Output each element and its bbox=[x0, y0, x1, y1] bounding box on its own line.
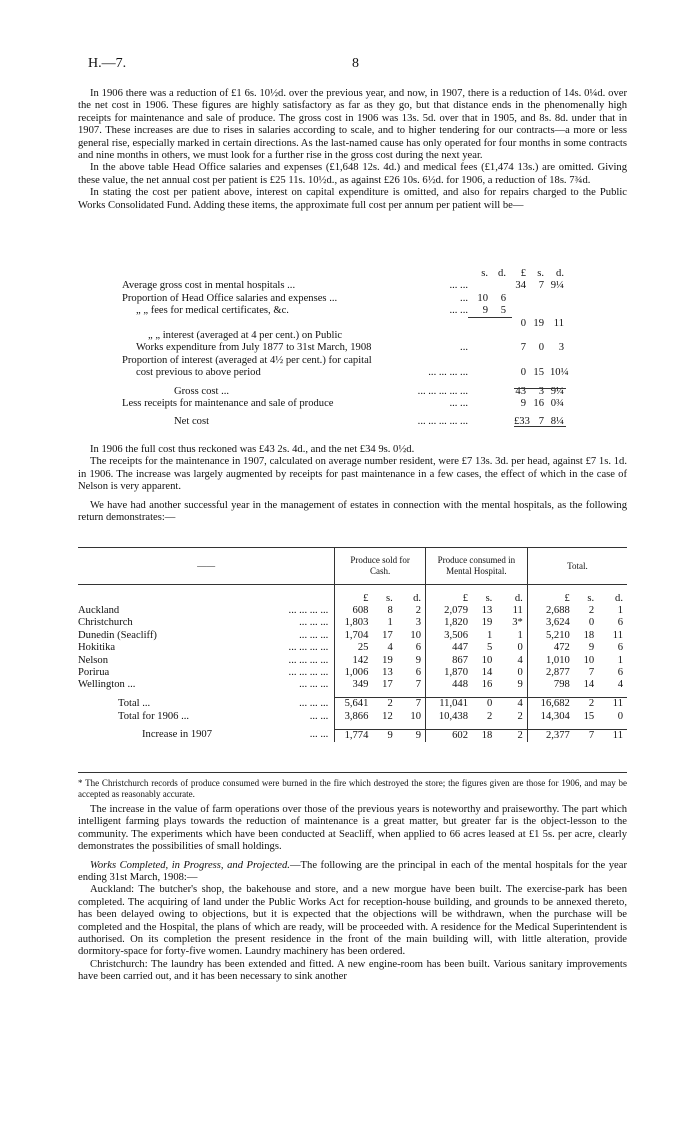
cost-amount: 8¼ bbox=[550, 416, 564, 428]
table-row bbox=[78, 617, 627, 629]
cost-amount: 0 bbox=[538, 342, 544, 354]
col-head: s. bbox=[481, 268, 488, 279]
leader-dots: ... ... ... ... bbox=[288, 666, 329, 678]
unit-label: £ bbox=[363, 592, 369, 604]
amount-cell: 0 bbox=[496, 642, 527, 654]
amount-cell: 1 bbox=[487, 629, 493, 641]
table-row bbox=[78, 711, 627, 723]
sold-header: Produce sold for Cash. bbox=[335, 548, 426, 584]
amount-cell: 16 bbox=[481, 679, 493, 691]
cost-label: „ „ interest (averaged at 4 per cent.) on Public bbox=[148, 329, 343, 341]
amount-cell: 2 bbox=[496, 711, 527, 723]
cost-amount: £33 bbox=[514, 416, 530, 428]
amount-cell: 3* bbox=[496, 617, 527, 629]
cost-amount: 19 bbox=[533, 317, 544, 329]
row-label: Christchurch bbox=[78, 617, 133, 629]
table-bottom-rule bbox=[78, 772, 627, 773]
amount-cell: 0 bbox=[588, 617, 595, 629]
amount-cell: 798 bbox=[553, 679, 570, 691]
amount-cell: 14 bbox=[583, 679, 595, 691]
amount-cell: 7 bbox=[574, 729, 598, 742]
col-head: s. bbox=[537, 268, 544, 279]
amount-cell: 18 bbox=[472, 729, 496, 742]
col-head: £ bbox=[520, 268, 526, 279]
amount-cell: 10 bbox=[583, 654, 595, 666]
amount-cell: 4 bbox=[387, 642, 393, 654]
amount-cell: 602 bbox=[426, 729, 472, 742]
amount-cell: 2 bbox=[487, 710, 493, 722]
paragraph: In the above table Head Office salaries and expenses (£1,648 12s. 4d.) and medical fees (£1,474 13s.) are omitted. Giving these value, the net annual cost per patient is £25 11s. 10½d., as against £26 10s. 6½d. for 1906, a reduction of 18s. 7¾d. bbox=[78, 162, 627, 186]
leader-dots: ... ... ... ... ... bbox=[417, 416, 468, 428]
unit-label: s. bbox=[485, 592, 493, 604]
amount-cell: 5,641 bbox=[335, 698, 373, 711]
paragraph: We have had another successful year in the management of estates in connection with the mental hospitals, as the following return demonstrates:— bbox=[78, 499, 627, 524]
cost-row bbox=[78, 330, 627, 342]
cost-amount: 0 bbox=[520, 367, 526, 379]
paragraph: Auckland: The butcher's shop, the bakehouse and store, and a new morgue have been built. The exercise-park has been completed. The acquiring of land under the Public Works Act for reception-house building, and grounds to be annexed thereto, has been delayed owing to objections, but it is expected that the objections will be withdrawn, when the purchase will be completed and the Hospital, the plans of which are ready, will be proceeded with. A residence for the Medical Superintendent is authorised. On its completion the present residence in the front of the main building will, with little alteration, provide dormitory-space for forty-five women. Laundry machinery has been ordered. bbox=[78, 884, 627, 958]
amount-cell: 6 bbox=[397, 642, 426, 654]
amount-cell: 11,041 bbox=[426, 698, 472, 711]
page-number: 8 bbox=[352, 56, 359, 71]
row-label: Porirua bbox=[78, 666, 110, 678]
table-row bbox=[78, 679, 627, 691]
amount-cell: 0 bbox=[496, 667, 527, 679]
amount-cell: 10 bbox=[397, 630, 426, 642]
amount-cell: 13 bbox=[382, 666, 393, 678]
unit-label: d. bbox=[615, 592, 623, 604]
paragraph: The increase in the value of farm operations over those of the previous years is noteworthy and praiseworthy. The part which intelligent farming plays towards the reduction of maintenance is a great matter, but greater far is the object-lesson to the community. The experiments which have been conducted at Seacliff, when applied to 66 acres leased at £1 5s. per acre, clearly demonstrates the possibilities of small holdings. bbox=[78, 804, 627, 853]
amount-cell: 1,774 bbox=[335, 729, 373, 742]
cost-amount: 0 bbox=[520, 317, 526, 329]
amount-cell: 12 bbox=[382, 710, 393, 722]
document-code: H.—7. bbox=[88, 56, 127, 71]
leader-dots: ... ... ... ... bbox=[288, 642, 329, 654]
cost-amount: 9 bbox=[520, 397, 526, 409]
col-head: d. bbox=[556, 268, 564, 279]
amount-cell: 1,803 bbox=[344, 617, 369, 629]
amount-cell: 1,704 bbox=[344, 629, 369, 641]
unit-label: £ bbox=[462, 592, 468, 604]
leader-dots: ... ... ... ... bbox=[288, 654, 329, 666]
paragraph: In stating the cost per patient above, interest on capital expenditure is omitted, and also for repairs charged to the Public Works Consolidated Fund. Adding these items, the approximate full cost per annum per patient will be— bbox=[78, 187, 627, 211]
amount-cell: 1,010 bbox=[545, 654, 570, 666]
amount-cell: 10,438 bbox=[438, 710, 468, 722]
row-label: Wellington ... bbox=[78, 679, 136, 691]
unit-label: £ bbox=[564, 592, 570, 604]
table-row bbox=[78, 729, 627, 742]
amount-cell: 3,506 bbox=[444, 629, 468, 641]
cost-statement bbox=[78, 268, 627, 429]
amount-cell: 3 bbox=[397, 617, 426, 629]
amount-cell: 25 bbox=[357, 642, 369, 654]
cost-amount: 16 bbox=[533, 397, 544, 409]
paragraph: The receipts for the maintenance in 1907, calculated on average number resident, were £7 13s. 3d. per head, against £7 1s. 1d. in 1906. The increase was largely augmented by receipts for past maintenance in a few cases, the effect of which in the case of Nelson is very apparent. bbox=[78, 456, 627, 493]
leader-dots: ... ... ... ... bbox=[288, 604, 329, 616]
table-row bbox=[78, 655, 627, 667]
amount-cell: 14 bbox=[481, 666, 493, 678]
cost-label: cost previous to above period bbox=[136, 367, 261, 379]
amount-cell: 19 bbox=[382, 654, 393, 666]
amount-cell: 9 bbox=[496, 679, 527, 691]
leader-dots: ... ... bbox=[309, 710, 329, 722]
leader-dots: ... ... bbox=[449, 397, 468, 409]
amount-cell: 6 bbox=[397, 667, 426, 679]
footnote: * The Christchurch records of produce consumed were burned in the fire which destroyed the store; the figures given are those for 1906, and may be accepted as reasonably accurate. bbox=[78, 778, 627, 799]
cost-row bbox=[78, 293, 627, 305]
works-paragraph bbox=[78, 860, 627, 885]
paragraph: In 1906 the full cost thus reckoned was £43 2s. 4d., and the net £34 9s. 0½d. bbox=[90, 444, 415, 455]
leader-dots: ... ... bbox=[309, 729, 329, 741]
row-label: Hokitika bbox=[78, 642, 116, 654]
cost-amount: 6 bbox=[500, 292, 506, 304]
cost-amount: 7 bbox=[538, 416, 544, 428]
blank-header: —— bbox=[78, 548, 335, 584]
amount-cell: 7 bbox=[397, 698, 426, 711]
cost-label: Net cost bbox=[174, 416, 210, 428]
cost-amount: 7 bbox=[520, 342, 526, 354]
leader-dots: ... ... bbox=[449, 305, 468, 317]
amount-cell: 3,866 bbox=[344, 710, 369, 722]
amount-cell: 11 bbox=[612, 629, 623, 641]
amount-cell: 6 bbox=[617, 666, 623, 678]
amount-cell: 2,688 bbox=[545, 604, 570, 616]
leader-dots: ... bbox=[460, 292, 468, 304]
table-row bbox=[78, 667, 627, 679]
amount-cell: 9 bbox=[588, 642, 595, 654]
closing-block bbox=[78, 804, 627, 984]
amount-cell: 6 bbox=[617, 617, 623, 629]
after-cost-block bbox=[78, 444, 627, 524]
row-label: Nelson bbox=[78, 654, 109, 666]
cost-col-heads bbox=[78, 268, 627, 280]
amount-cell: 17 bbox=[382, 679, 393, 691]
cost-amount: 7 bbox=[538, 280, 544, 292]
row-label: Dunedin (Seacliff) bbox=[78, 629, 157, 641]
amount-cell: 10 bbox=[481, 654, 493, 666]
cost-label: Works expenditure from July 1877 to 31st March, 1908 bbox=[136, 342, 372, 354]
amount-cell: 472 bbox=[553, 642, 570, 654]
amount-cell: 1 bbox=[617, 654, 623, 666]
amount-cell: 16,682 bbox=[527, 698, 573, 711]
table-row bbox=[78, 642, 627, 654]
amount-cell: 19 bbox=[481, 617, 493, 629]
amount-cell: 7 bbox=[588, 666, 595, 678]
total-header: Total. bbox=[567, 560, 588, 571]
units-row bbox=[78, 593, 627, 605]
cost-row bbox=[78, 318, 627, 330]
cost-row bbox=[78, 355, 627, 367]
works-heading: Works Completed, in Progress, and Projected. bbox=[90, 859, 290, 871]
amount-cell: 17 bbox=[382, 629, 393, 641]
amount-cell: 5 bbox=[487, 642, 493, 654]
consumed-header: Produce consumed in Mental Hospital. bbox=[426, 548, 528, 584]
cost-amount: 15 bbox=[533, 367, 544, 379]
paragraph: In 1906 there was a reduction of £1 6s. 10½d. over the previous year, and now, in 1907, there is a reduction of 14s. 0¼d. over the net cost in 1906. These figures are highly satisfactory as far as they go, but that distance ends in the phenomenally high receipts for maintenance and sale of produce. The gross cost in 1906 was 13s. 5d. over that in 1905, and 8s. 8d. under that in 1907. These increases are due to rises in salaries according to scale, and to higher tendering for our contracts—a more or less general rise, especially marked in certain directions. As the last-named cause has only operated for four months in some contracts and nine months in others, we must look for a further rise in the gross cost during the next year. bbox=[78, 88, 627, 162]
cost-amount: 0¾ bbox=[550, 397, 564, 409]
estates-return-table bbox=[78, 548, 627, 742]
amount-cell: 15 bbox=[583, 710, 595, 722]
cost-row bbox=[78, 398, 627, 410]
amount-cell: 0 bbox=[617, 710, 623, 722]
amount-cell: 1 bbox=[496, 630, 527, 642]
unit-label: s. bbox=[385, 592, 393, 604]
row-label: Total ... bbox=[118, 698, 151, 709]
cost-amount: 9 bbox=[482, 305, 488, 317]
paragraph: Christchurch: The laundry has been extended and fitted. A new engine-room has been built. Various sanitary improvements have been carried out, and it has been necessary to sink another bbox=[78, 958, 627, 983]
col-head: d. bbox=[498, 268, 506, 279]
amount-cell: 2 bbox=[397, 605, 426, 617]
leader-dots: ... ... ... bbox=[299, 698, 329, 709]
amount-cell: 10 bbox=[397, 711, 426, 723]
cost-amount: 10¼ bbox=[550, 367, 569, 379]
amount-cell: 1,870 bbox=[444, 666, 468, 678]
amount-cell: 2,377 bbox=[527, 729, 573, 742]
unit-label: s. bbox=[587, 592, 595, 604]
amount-cell: 13 bbox=[481, 604, 493, 616]
cost-amount: 3 bbox=[538, 385, 544, 397]
amount-cell: 1 bbox=[617, 604, 623, 616]
row-label: Increase in 1907 bbox=[142, 729, 213, 741]
cost-amount: 34 bbox=[515, 280, 526, 292]
leader-dots: ... ... ... ... bbox=[428, 367, 468, 379]
amount-cell: 2,877 bbox=[545, 666, 570, 678]
leader-dots: ... ... ... bbox=[299, 679, 329, 691]
amount-cell: 11 bbox=[598, 729, 627, 742]
unit-label: d. bbox=[496, 593, 527, 605]
row-label: Total for 1906 ... bbox=[118, 710, 190, 722]
amount-cell: 9 bbox=[372, 729, 396, 742]
amount-cell: 14,304 bbox=[540, 710, 570, 722]
amount-cell: 4 bbox=[496, 655, 527, 667]
cost-amount: 11 bbox=[553, 317, 564, 329]
amount-cell: 867 bbox=[452, 654, 468, 666]
amount-cell: 1,006 bbox=[344, 666, 369, 678]
amount-cell: 1 bbox=[387, 617, 393, 629]
amount-cell: 4 bbox=[496, 698, 527, 711]
cost-amount: 10 bbox=[477, 292, 488, 304]
cost-amount: 5 bbox=[500, 305, 506, 317]
amount-cell: 1,820 bbox=[444, 617, 468, 629]
leader-dots: ... bbox=[460, 342, 468, 354]
amount-cell: 11 bbox=[496, 605, 527, 617]
cost-row bbox=[78, 305, 627, 317]
row-label: Auckland bbox=[78, 604, 120, 616]
amount-cell: 2 bbox=[372, 698, 396, 711]
amount-cell: 2 bbox=[496, 729, 527, 742]
amount-cell: 2,079 bbox=[444, 604, 468, 616]
unit-label: d. bbox=[397, 593, 426, 605]
cost-label: Gross cost ... bbox=[174, 385, 230, 397]
cost-label: Less receipts for maintenance and sale of produce bbox=[122, 397, 334, 409]
sum-rule bbox=[514, 426, 566, 427]
cost-amount: 3 bbox=[558, 342, 564, 354]
cost-amount: 43 bbox=[515, 385, 526, 397]
amount-cell: 608 bbox=[352, 604, 369, 616]
cost-label: Average gross cost in mental hospitals ... bbox=[122, 280, 296, 292]
leader-dots: ... ... ... bbox=[299, 617, 329, 629]
cost-row bbox=[78, 280, 627, 292]
amount-cell: 9 bbox=[397, 729, 426, 742]
amount-cell: 9 bbox=[397, 655, 426, 667]
amount-cell: 18 bbox=[583, 629, 595, 641]
table-row bbox=[78, 698, 627, 711]
cost-amount: 9¼ bbox=[550, 385, 564, 397]
leader-dots: ... ... bbox=[449, 280, 468, 292]
leader-dots: ... ... ... bbox=[299, 629, 329, 641]
amount-cell: 8 bbox=[387, 604, 393, 616]
amount-cell: 11 bbox=[598, 698, 627, 711]
cost-label: Proportion of Head Office salaries and expenses ... bbox=[122, 292, 338, 304]
amount-cell: 2 bbox=[588, 604, 595, 616]
amount-cell: 3,624 bbox=[545, 617, 570, 629]
amount-cell: 2 bbox=[574, 698, 598, 711]
table-row bbox=[78, 630, 627, 642]
cost-row bbox=[78, 367, 627, 379]
amount-cell: 349 bbox=[352, 679, 369, 691]
amount-cell: 4 bbox=[617, 679, 623, 691]
amount-cell: 5,210 bbox=[545, 629, 570, 641]
sum-rule bbox=[514, 388, 566, 389]
cost-row bbox=[78, 342, 627, 354]
amount-cell: 7 bbox=[397, 679, 426, 691]
leader-dots: ... ... ... ... ... bbox=[417, 385, 468, 397]
amount-cell: 447 bbox=[452, 642, 468, 654]
amount-cell: 142 bbox=[352, 654, 369, 666]
cost-label: „ „ fees for medical certificates, &c. bbox=[136, 305, 289, 317]
table-row bbox=[78, 605, 627, 617]
amount-cell: 0 bbox=[472, 698, 496, 711]
works-text: —The following are the principal in each of the mental hospitals for the year ending 31st March, 1908:— bbox=[78, 859, 627, 884]
sum-rule bbox=[468, 317, 512, 318]
cost-amount: 9¼ bbox=[550, 280, 564, 292]
amount-cell: 448 bbox=[452, 679, 468, 691]
amount-cell: 6 bbox=[617, 642, 623, 654]
intro-block bbox=[78, 88, 627, 212]
cost-label: Proportion of interest (averaged at 4½ per cent.) for capital bbox=[122, 354, 372, 366]
